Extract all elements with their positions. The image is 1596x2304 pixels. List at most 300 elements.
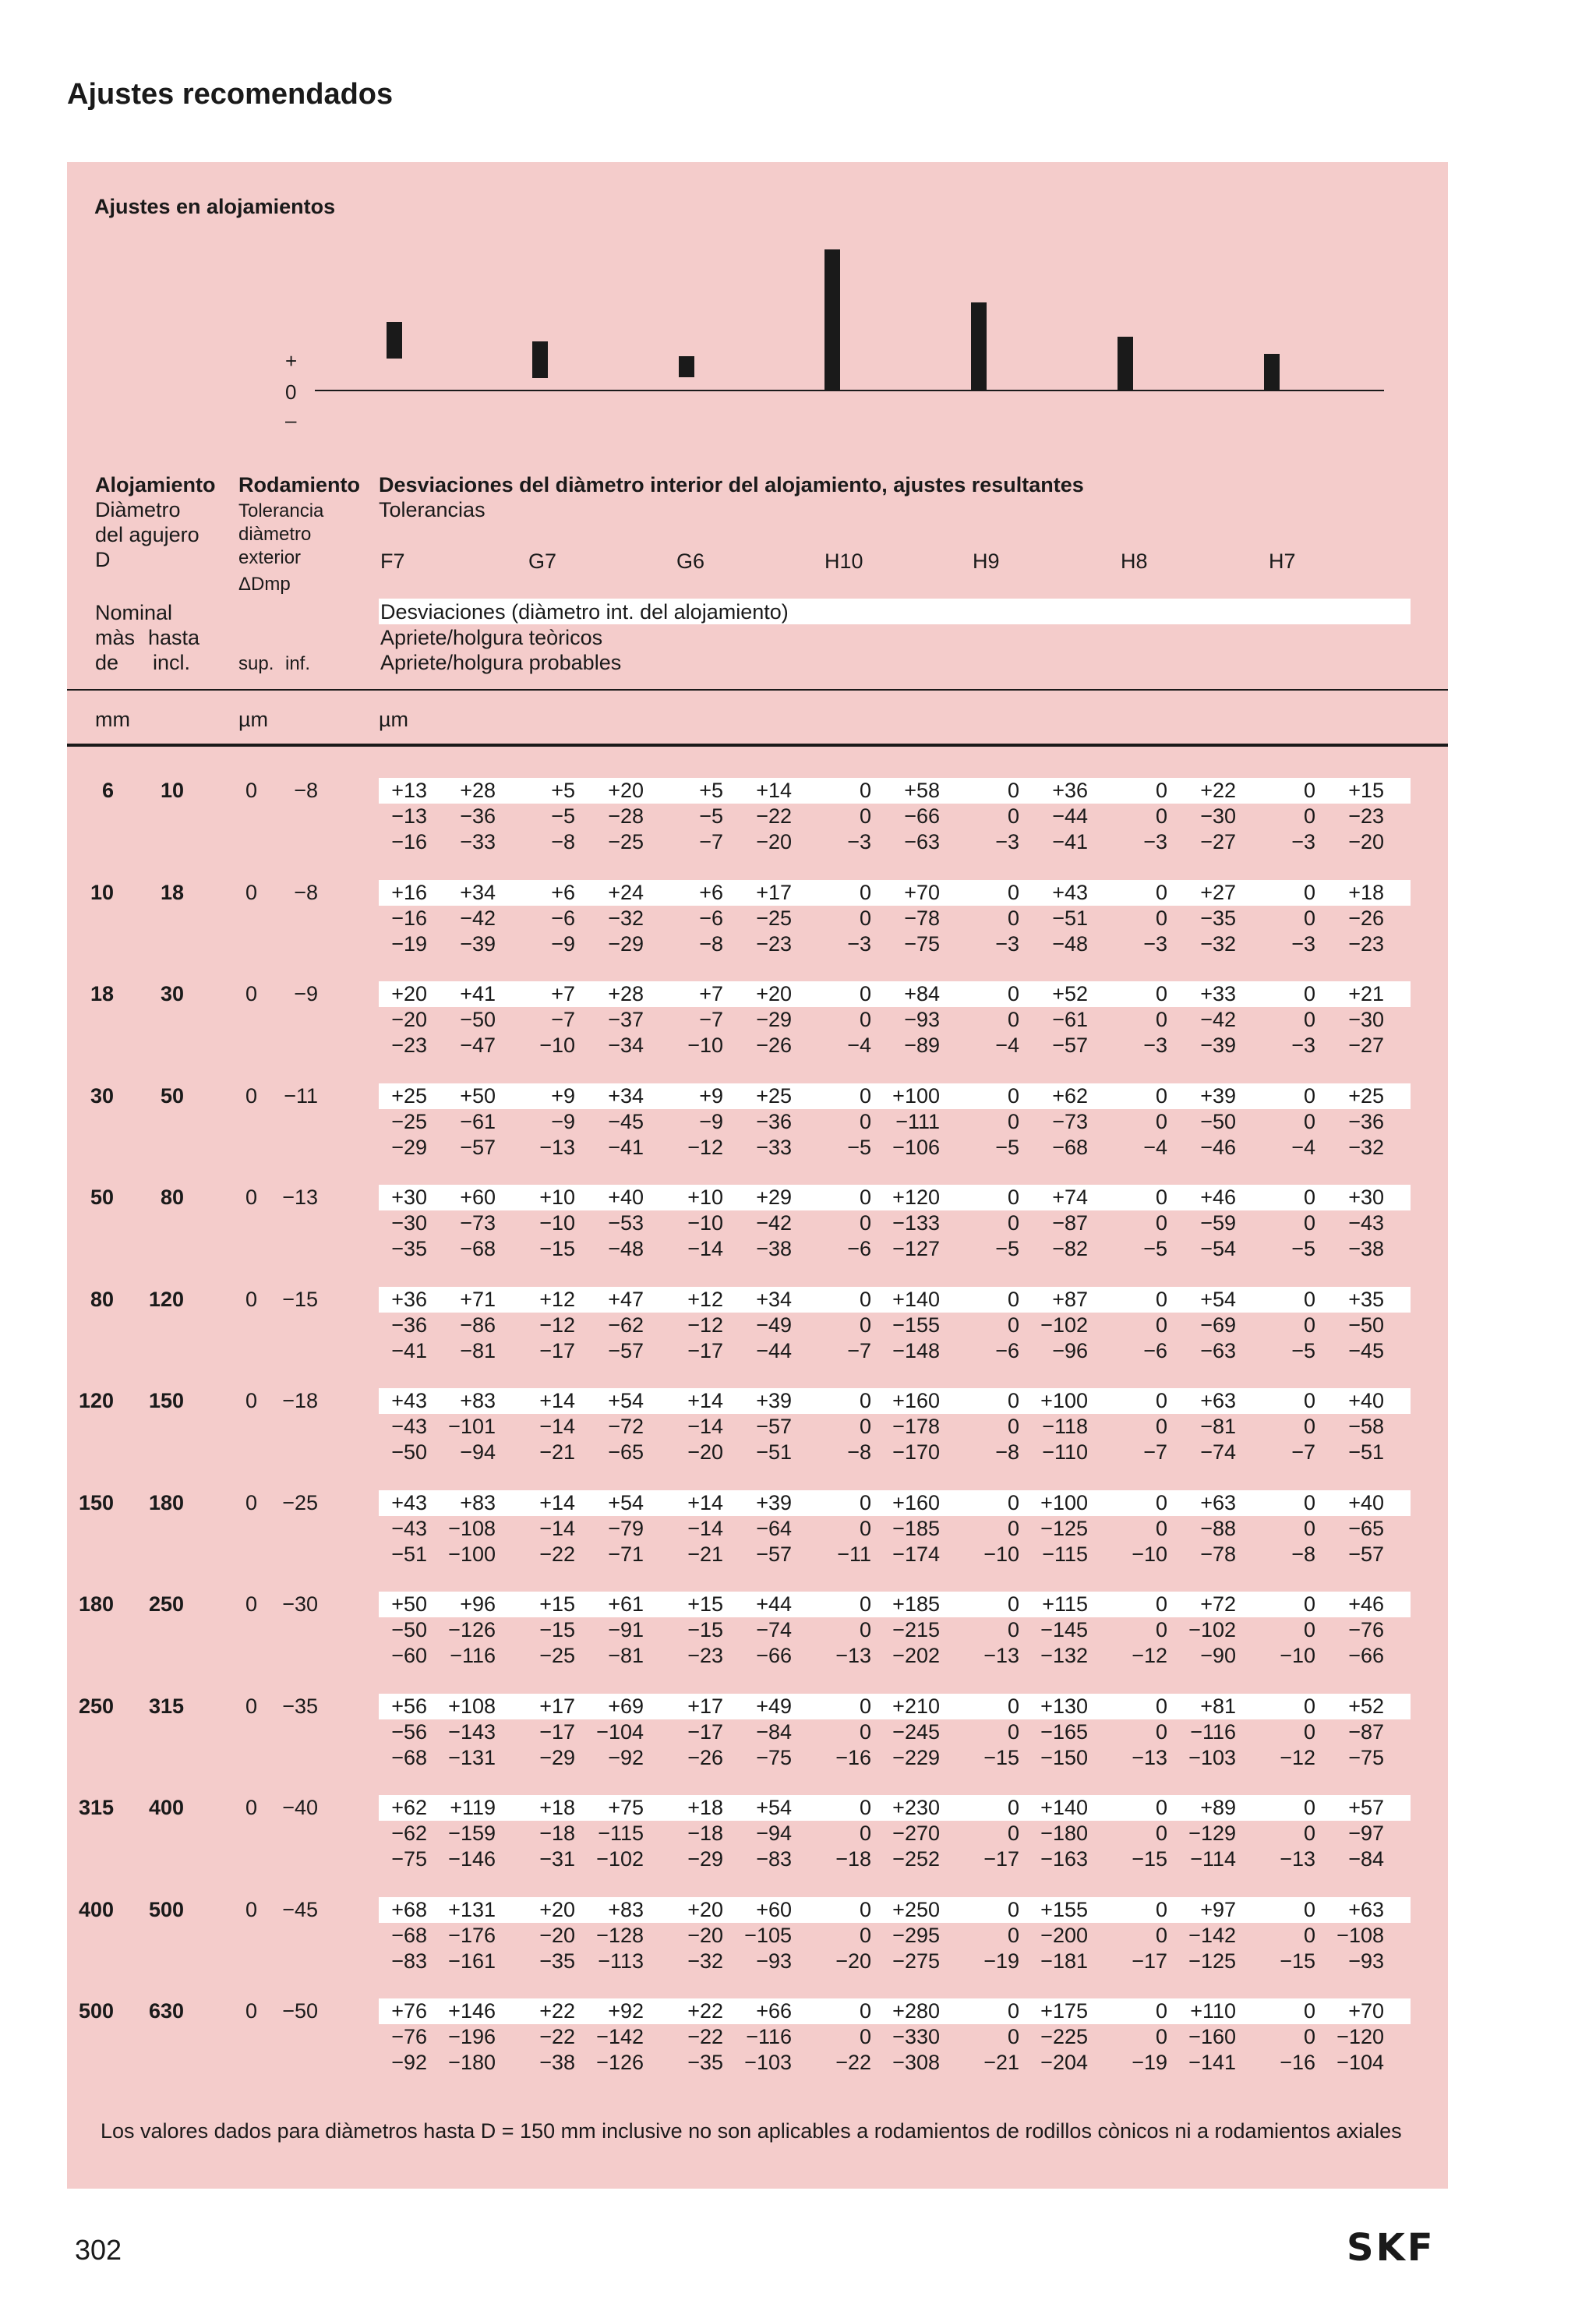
table-row: [67, 1998, 1448, 2084]
deviation-value: −200: [1040, 1923, 1088, 1947]
deviation-value: −31: [539, 1847, 575, 1871]
deviation-value: 0: [859, 779, 871, 802]
deviation-value: −43: [1348, 1211, 1384, 1235]
deviation-value: −68: [391, 1923, 427, 1947]
diameter-from: 250: [78, 1694, 114, 1718]
deviation-value: +83: [460, 1389, 496, 1412]
deviation-value: 0: [1303, 906, 1315, 930]
deviation-value: 0: [1007, 1923, 1019, 1947]
deviation-value: −49: [756, 1313, 792, 1337]
deviation-value: −38: [756, 1237, 792, 1260]
deviation-value: −145: [1040, 1618, 1088, 1641]
deviation-value: +54: [756, 1796, 792, 1819]
table-row: [67, 1490, 1448, 1576]
diameter-from: 315: [78, 1796, 114, 1819]
deviation-value: −215: [892, 1618, 940, 1641]
tolerance-sup: 0: [245, 982, 257, 1005]
deviation-value: −30: [1348, 1008, 1384, 1031]
deviation-value: −113: [598, 1949, 644, 1973]
deviation-value: 0: [1155, 1211, 1167, 1235]
deviation-value: −26: [687, 1745, 723, 1769]
deviation-value: +41: [460, 982, 496, 1005]
deviation-value: −56: [391, 1719, 427, 1744]
deviation-value: −103: [744, 2051, 792, 2074]
deviation-value: 0: [1303, 1516, 1315, 1540]
deviation-value: 0: [1303, 1618, 1315, 1641]
deviation-value: 0: [1155, 1923, 1167, 1947]
deviation-value: −229: [892, 1745, 940, 1769]
deviation-value: +7: [551, 982, 575, 1005]
deviation-value: −245: [892, 1719, 940, 1744]
diameter-from: 120: [78, 1389, 114, 1412]
deviation-value: −26: [1348, 906, 1384, 930]
deviation-value: −42: [460, 906, 496, 930]
tolerance-inf: −25: [282, 1490, 318, 1514]
deviation-value: 0: [1007, 1186, 1019, 1209]
diameter-to: 10: [160, 779, 184, 802]
diameter-from: 6: [101, 779, 114, 802]
diagram-zero-label: 0: [285, 380, 297, 404]
deviation-value: −10: [687, 1034, 723, 1057]
tolerance-bar-h9: [971, 302, 987, 390]
deviation-value: −83: [391, 1949, 427, 1973]
deviation-value: 0: [1303, 779, 1315, 802]
deviation-value: +39: [1200, 1083, 1236, 1108]
deviation-value: −129: [1188, 1822, 1236, 1845]
deviation-value: −181: [1040, 1949, 1088, 1973]
deviation-value: +21: [1348, 982, 1384, 1005]
deviation-value: −7: [1143, 1440, 1167, 1464]
diagram-minus-label: –: [285, 408, 297, 432]
deviation-value: −101: [448, 1415, 496, 1438]
deviation-value: 0: [1007, 1999, 1019, 2023]
deviation-value: 0: [1303, 1719, 1315, 1744]
deviation-value: 0: [859, 1109, 871, 1133]
diameter-from: 500: [78, 1999, 114, 2023]
deviation-value: +230: [892, 1796, 940, 1819]
tolerance-sup: 0: [245, 1897, 257, 1921]
deviation-value: 0: [1303, 1287, 1315, 1311]
header-desviaciones: Desviaciones del diàmetro interior del alojamiento, ajustes resultantes: [379, 473, 1084, 496]
deviation-value: −10: [687, 1211, 723, 1235]
deviation-value: −45: [1348, 1338, 1384, 1362]
deviation-value: −29: [539, 1745, 575, 1769]
deviation-value: −104: [596, 1719, 644, 1744]
deviation-value: 0: [1155, 1083, 1167, 1108]
deviation-value: −143: [448, 1719, 496, 1744]
deviation-value: 0: [1155, 804, 1167, 828]
deviation-value: −23: [756, 931, 792, 956]
deviation-value: −115: [1042, 1542, 1088, 1566]
deviation-value: −252: [892, 1847, 940, 1871]
deviation-value: −7: [551, 1008, 575, 1031]
deviation-value: +24: [608, 880, 644, 904]
deviation-value: +140: [1040, 1796, 1088, 1819]
deviation-value: −23: [1348, 804, 1384, 828]
deviation-value: −13: [539, 1135, 575, 1159]
deviation-value: −102: [1040, 1313, 1088, 1337]
deviation-value: −29: [608, 931, 644, 956]
deviation-value: +54: [1200, 1287, 1236, 1311]
deviation-value: 0: [859, 1999, 871, 2023]
deviation-value: +20: [608, 779, 644, 802]
deviation-value: 0: [1007, 1592, 1019, 1616]
deviation-value: 0: [1007, 1897, 1019, 1921]
deviation-value: 0: [859, 1211, 871, 1235]
deviation-value: −97: [1348, 1822, 1384, 1845]
table-row: [67, 1795, 1448, 1881]
tolerance-inf: −9: [294, 982, 318, 1005]
deviation-value: −27: [1200, 830, 1236, 853]
deviation-value: −10: [1280, 1644, 1315, 1667]
deviation-value: +185: [892, 1592, 940, 1616]
deviation-value: −12: [1132, 1644, 1167, 1667]
deviation-value: −68: [391, 1745, 427, 1769]
deviation-value: 0: [1303, 1186, 1315, 1209]
header-exterior: exterior: [238, 547, 302, 568]
deviation-value: −174: [892, 1542, 940, 1566]
deviation-value: +22: [539, 1999, 575, 2023]
deviation-value: −20: [539, 1923, 575, 1947]
deviation-value: +5: [551, 779, 575, 802]
deviation-value: +50: [460, 1083, 496, 1108]
diagram-plus-label: +: [285, 349, 298, 373]
deviation-value: +110: [1190, 1999, 1236, 2023]
deviation-value: −28: [608, 804, 644, 828]
deviation-value: +50: [391, 1592, 427, 1616]
deviation-value: 0: [1007, 1516, 1019, 1540]
deviation-value: −110: [1042, 1440, 1088, 1464]
deviation-value: −66: [756, 1644, 792, 1667]
deviation-value: +140: [892, 1287, 940, 1311]
deviation-value: −10: [1132, 1542, 1167, 1566]
deviation-value: +43: [391, 1490, 427, 1514]
deviation-value: +108: [448, 1694, 496, 1718]
deviation-value: −204: [1040, 2051, 1088, 2074]
deviation-value: −131: [448, 1745, 496, 1769]
deviation-value: +63: [1200, 1490, 1236, 1514]
deviation-value: 0: [859, 1618, 871, 1641]
table-row: [67, 778, 1448, 864]
deviation-value: −79: [608, 1516, 644, 1540]
deviation-value: −8: [995, 1440, 1019, 1464]
deviation-value: −26: [756, 1034, 792, 1057]
deviation-value: +63: [1348, 1897, 1384, 1921]
deviation-value: −62: [608, 1313, 644, 1337]
deviation-value: +56: [391, 1694, 427, 1718]
deviation-value: −16: [1280, 2051, 1315, 2074]
deviation-value: −65: [1348, 1516, 1384, 1540]
deviation-value: 0: [1007, 1211, 1019, 1235]
deviation-value: +83: [608, 1897, 644, 1921]
deviation-value: −20: [756, 830, 792, 853]
fits-panel: [67, 162, 1448, 2189]
deviation-value: −29: [756, 1008, 792, 1031]
deviation-value: −76: [391, 2025, 427, 2048]
deviation-value: −17: [983, 1847, 1019, 1871]
deviation-value: +18: [687, 1796, 723, 1819]
deviation-value: +76: [391, 1999, 427, 2023]
deviation-value: +13: [391, 779, 427, 802]
deviation-value: −84: [1348, 1847, 1384, 1871]
deviation-value: −87: [1348, 1719, 1384, 1744]
deviation-value: −13: [391, 804, 427, 828]
header-rule-top: [67, 689, 1448, 691]
deviation-value: +9: [551, 1083, 575, 1108]
deviation-value: +46: [1348, 1592, 1384, 1616]
deviation-value: +62: [391, 1796, 427, 1819]
deviation-value: −35: [1200, 906, 1236, 930]
deviation-value: −20: [687, 1923, 723, 1947]
deviation-value: +49: [756, 1694, 792, 1718]
tolerance-inf: −30: [282, 1592, 318, 1616]
deviation-value: +10: [539, 1186, 575, 1209]
deviation-value: +92: [608, 1999, 644, 2023]
deviation-value: −71: [608, 1542, 644, 1566]
deviation-value: +66: [756, 1999, 792, 2023]
deviation-value: −48: [608, 1237, 644, 1260]
diameter-to: 120: [148, 1287, 184, 1311]
deviation-value: 0: [1007, 906, 1019, 930]
deviation-value: +15: [539, 1592, 575, 1616]
diameter-to: 500: [148, 1897, 184, 1921]
deviation-value: +7: [699, 982, 723, 1005]
deviation-value: −160: [1188, 2025, 1236, 2048]
skf-logo: SKF: [1347, 2226, 1435, 2270]
deviation-value: −3: [1291, 1034, 1315, 1057]
deviation-value: 0: [1007, 1287, 1019, 1311]
deviation-value: +40: [1348, 1490, 1384, 1514]
deviation-value: 0: [1303, 1897, 1315, 1921]
deviation-value: +16: [391, 880, 427, 904]
header-tolerancias: Tolerancias: [379, 498, 486, 521]
deviation-value: +119: [450, 1796, 496, 1819]
deviation-value: −142: [596, 2025, 644, 2048]
deviation-value: −50: [1348, 1313, 1384, 1337]
footnote: Los valores dados para diàmetros hasta D = 150 mm inclusive no son aplicables a rodamientos de rodillos cònicos ni a rodamientos axiales: [101, 2119, 1402, 2143]
diameter-to: 150: [148, 1389, 184, 1412]
deviation-value: +60: [756, 1897, 792, 1921]
deviation-value: −4: [1291, 1135, 1315, 1159]
table-row: [67, 1897, 1448, 1983]
deviation-value: 0: [1303, 1592, 1315, 1616]
deviation-value: −133: [892, 1211, 940, 1235]
tolerance-inf: −15: [282, 1287, 318, 1311]
deviation-value: −18: [687, 1822, 723, 1845]
deviation-value: −308: [892, 2051, 940, 2074]
deviation-value: −39: [460, 931, 496, 956]
deviation-value: −12: [687, 1313, 723, 1337]
deviation-value: −33: [756, 1135, 792, 1159]
deviation-value: −92: [608, 1745, 644, 1769]
deviation-value: −29: [391, 1135, 427, 1159]
tolerance-label-h10: H10: [824, 549, 863, 573]
deviation-value: 0: [859, 1822, 871, 1845]
deviation-value: −104: [1336, 2051, 1384, 2074]
deviation-value: −63: [1200, 1338, 1236, 1362]
deviation-value: −25: [608, 830, 644, 853]
deviation-value: −75: [391, 1847, 427, 1871]
deviation-value: +52: [1348, 1694, 1384, 1718]
deviation-value: −96: [1052, 1338, 1088, 1362]
deviation-value: −36: [756, 1109, 792, 1133]
deviation-value: −16: [391, 906, 427, 930]
tolerance-bar-g6: [679, 356, 694, 378]
deviation-value: −6: [1143, 1338, 1167, 1362]
tolerance-bar-h7: [1264, 354, 1280, 390]
deviation-value: +28: [608, 982, 644, 1005]
deviation-value: −78: [1200, 1542, 1236, 1566]
deviation-value: −13: [1280, 1847, 1315, 1871]
deviation-value: −20: [391, 1008, 427, 1031]
deviation-value: −88: [1200, 1516, 1236, 1540]
diameter-to: 30: [160, 982, 184, 1005]
deviation-value: −18: [539, 1822, 575, 1845]
deviation-value: −36: [460, 804, 496, 828]
tolerance-label-g6: G6: [676, 549, 705, 573]
deviation-value: +17: [539, 1694, 575, 1718]
deviation-value: +87: [1052, 1287, 1088, 1311]
deviation-value: 0: [1155, 1897, 1167, 1921]
table-row: [67, 1083, 1448, 1169]
deviation-value: 0: [1303, 1109, 1315, 1133]
deviation-value: −73: [460, 1211, 496, 1235]
deviation-value: −15: [539, 1618, 575, 1641]
deviation-value: 0: [1155, 1822, 1167, 1845]
deviation-value: −142: [1188, 1923, 1236, 1947]
diameter-from: 18: [90, 982, 114, 1005]
deviation-value: −75: [1348, 1745, 1384, 1769]
deviation-value: −105: [744, 1923, 792, 1947]
deviation-value: +155: [1040, 1897, 1088, 1921]
deviation-value: −53: [608, 1211, 644, 1235]
deviation-value: −38: [539, 2051, 575, 2074]
deviation-value: −330: [892, 2025, 940, 2048]
tolerance-sup: 0: [245, 1490, 257, 1514]
diameter-to: 400: [148, 1796, 184, 1819]
header-diametro-ext: diàmetro: [238, 524, 312, 545]
deviation-value: −4: [995, 1034, 1019, 1057]
deviation-value: −33: [460, 830, 496, 853]
deviation-value: +131: [448, 1897, 496, 1921]
deviation-value: −3: [995, 931, 1019, 956]
deviation-value: 0: [1155, 2025, 1167, 2048]
tolerance-sup: 0: [245, 779, 257, 802]
unit-um-rodamiento: µm: [238, 708, 269, 731]
deviation-value: 0: [1007, 1008, 1019, 1031]
deviation-value: −225: [1040, 2025, 1088, 2048]
diameter-from: 150: [78, 1490, 114, 1514]
deviation-value: +62: [1052, 1083, 1088, 1108]
deviation-value: −176: [448, 1923, 496, 1947]
deviation-value: +27: [1200, 880, 1236, 904]
deviation-value: +71: [460, 1287, 496, 1311]
deviation-value: 0: [1155, 1389, 1167, 1412]
header-alojamiento: Alojamiento: [95, 473, 216, 496]
deviation-value: +17: [687, 1694, 723, 1718]
deviation-value: −86: [460, 1313, 496, 1337]
unit-um-desviaciones: µm: [379, 708, 409, 731]
tolerance-sup: 0: [245, 880, 257, 904]
deviation-value: −93: [756, 1949, 792, 1973]
deviation-value: −9: [551, 1109, 575, 1133]
deviation-value: −185: [892, 1516, 940, 1540]
tolerance-bar-h8: [1118, 337, 1133, 390]
deviation-value: −23: [391, 1034, 427, 1057]
deviation-value: +280: [892, 1999, 940, 2023]
tolerance-inf: −45: [282, 1897, 318, 1921]
deviation-value: −50: [391, 1618, 427, 1641]
deviation-value: −20: [1348, 830, 1384, 853]
deviation-value: +40: [1348, 1389, 1384, 1412]
deviation-value: 0: [1155, 982, 1167, 1005]
deviation-value: −17: [687, 1338, 723, 1362]
deviation-value: 0: [859, 1923, 871, 1947]
deviation-value: −38: [1348, 1237, 1384, 1260]
header-mas: màs: [95, 626, 136, 649]
deviation-value: 0: [1155, 1109, 1167, 1133]
deviation-value: −65: [608, 1440, 644, 1464]
deviation-value: −30: [1200, 804, 1236, 828]
deviation-value: −7: [847, 1338, 871, 1362]
deviation-value: 0: [1155, 779, 1167, 802]
deviation-value: −14: [687, 1415, 723, 1438]
deviation-value: −116: [746, 2025, 792, 2048]
deviation-value: −32: [608, 906, 644, 930]
deviation-value: −5: [551, 804, 575, 828]
deviation-value: −20: [835, 1949, 871, 1973]
deviation-value: 0: [859, 1186, 871, 1209]
deviation-value: −19: [391, 931, 427, 956]
deviation-value: −93: [1348, 1949, 1384, 1973]
header-rodamiento: Rodamiento: [238, 473, 361, 496]
deviation-value: −57: [756, 1542, 792, 1566]
deviation-value: −23: [1348, 931, 1384, 956]
deviation-value: +63: [1200, 1389, 1236, 1412]
deviation-value: +175: [1040, 1999, 1088, 2023]
unit-mm: mm: [95, 708, 130, 731]
header-sup: sup.: [238, 653, 274, 674]
deviation-value: +30: [391, 1186, 427, 1209]
deviation-value: −16: [835, 1745, 871, 1769]
deviation-value: −102: [1188, 1618, 1236, 1641]
deviation-value: 0: [1007, 1694, 1019, 1718]
tolerance-inf: −40: [282, 1796, 318, 1819]
deviation-value: −275: [892, 1949, 940, 1973]
deviation-value: −68: [1052, 1135, 1088, 1159]
tolerance-bar-f7: [387, 322, 402, 359]
deviation-value: −132: [1040, 1644, 1088, 1667]
deviation-value: −22: [539, 1542, 575, 1566]
tolerance-inf: −8: [294, 880, 318, 904]
deviation-value: −17: [539, 1338, 575, 1362]
deviation-value: +58: [904, 779, 940, 802]
deviation-value: +12: [539, 1287, 575, 1311]
deviation-value: −25: [391, 1109, 427, 1133]
deviation-value: −22: [687, 2025, 723, 2048]
deviation-value: −9: [551, 931, 575, 956]
deviation-value: +100: [1040, 1389, 1088, 1412]
deviation-value: −148: [892, 1338, 940, 1362]
deviation-value: 0: [1007, 804, 1019, 828]
deviation-value: −74: [756, 1618, 792, 1641]
deviation-value: −6: [995, 1338, 1019, 1362]
deviation-value: 0: [859, 1083, 871, 1108]
deviation-value: −13: [1132, 1745, 1167, 1769]
deviation-value: −146: [448, 1847, 496, 1871]
deviation-value: 0: [859, 804, 871, 828]
deviation-value: −35: [539, 1949, 575, 1973]
